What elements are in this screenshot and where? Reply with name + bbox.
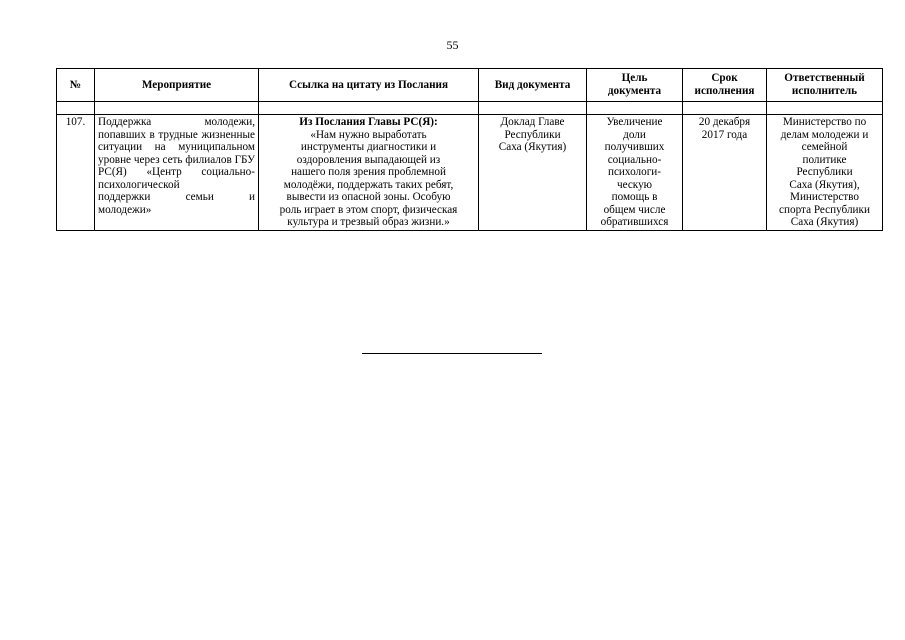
measure-line: попавших в трудные [98, 128, 198, 141]
goal-line: ческую [616, 178, 653, 191]
measure-line: Поддержка молодежи, [98, 116, 255, 128]
doc-type-line: Доклад Главе [500, 116, 565, 128]
goal-line: доли [623, 128, 646, 141]
goal-line: получивших [604, 141, 665, 153]
empty-cell [57, 102, 95, 115]
responsible-line: Саха (Якутия) [790, 216, 859, 228]
goal-line: Увеличение [606, 116, 663, 128]
doc-type-line: Саха (Якутия) [498, 141, 567, 153]
header-goal-line1: Цель [621, 72, 648, 84]
quote-line: оздоровления выпадающей из [296, 153, 441, 166]
header-goal-line2: документа [607, 85, 662, 97]
header-responsible-line2: исполнитель [791, 85, 858, 97]
page-number: 55 [446, 38, 459, 52]
measure-line: РС(Я) «Центр социально- [98, 166, 255, 178]
measures-table [56, 68, 883, 231]
responsible-line: спорта Республики [779, 203, 870, 216]
measure-line: через сеть филиалов ГБУ [133, 153, 256, 166]
header-responsible-line1: Ответственный [784, 72, 865, 84]
quote-line: вывести из опасной зоны. Особую [286, 191, 451, 203]
header-quote-link: Ссылка на цитату из Послания [259, 69, 479, 102]
responsible-line: Саха (Якутия), [789, 178, 860, 191]
measure-line: жизненные ситуации на [98, 128, 255, 153]
quote-line: роль играет в этом спорт, физическая [279, 203, 458, 216]
empty-cell [683, 102, 767, 115]
header-deadline-line1: Срок [711, 72, 738, 84]
deadline-line: 20 декабря [698, 116, 751, 128]
footnote-separator-line [362, 353, 542, 354]
measure-line: молодежи» [98, 203, 152, 216]
empty-cell [479, 102, 587, 115]
quote-line: нашего поля зрения проблемной [291, 166, 446, 178]
deadline-line: 2017 года [701, 128, 748, 141]
quote-line: инструменты диагностики и [300, 141, 437, 153]
responsible-line: Министерство по [782, 116, 867, 128]
empty-row [57, 102, 883, 115]
header-goal [587, 69, 683, 102]
measure-cell [95, 115, 259, 231]
doc-type-line: Республики [504, 128, 561, 141]
responsible-line: семейной [801, 141, 848, 153]
quote-title: Из Послания Главы РС(Я): [299, 116, 438, 128]
quote-line: культура и трезвый образ жизни.» [287, 216, 450, 228]
header-doc-type: Вид документа [479, 69, 587, 102]
header-deadline [683, 69, 767, 102]
goal-line: помощь в [611, 191, 658, 203]
quote-line: молодёжи, поддержать таких ребят, [283, 178, 454, 191]
quote-cell [259, 115, 479, 231]
header-responsible [767, 69, 883, 102]
goal-line: обратившихся [600, 216, 669, 228]
goal-line: психологи- [607, 166, 662, 178]
table-row [57, 115, 883, 231]
empty-cell [259, 102, 479, 115]
quote-line: «Нам нужно выработать [310, 128, 427, 141]
table-header-row [57, 69, 883, 102]
deadline-cell [683, 115, 767, 231]
row-number: 107. [57, 115, 95, 231]
empty-cell [767, 102, 883, 115]
responsible-line: делам молодежи и [780, 128, 869, 141]
responsible-line: политике [802, 153, 847, 166]
header-deadline-line2: исполнения [694, 85, 755, 97]
responsible-cell [767, 115, 883, 231]
empty-cell [587, 102, 683, 115]
goal-cell [587, 115, 683, 231]
goal-line: общем числе [603, 203, 666, 216]
responsible-line: Республики [796, 166, 853, 178]
doc-type-cell [479, 115, 587, 231]
measure-line: психологической [98, 178, 180, 191]
goal-line: социально- [607, 153, 662, 166]
measure-line: поддержки семьи и [98, 191, 255, 203]
empty-cell [95, 102, 259, 115]
header-measure: Мероприятие [95, 69, 259, 102]
measure-line: муниципальном уровне [98, 141, 255, 166]
responsible-line: Министерство [790, 191, 859, 203]
header-num: № [57, 69, 95, 102]
